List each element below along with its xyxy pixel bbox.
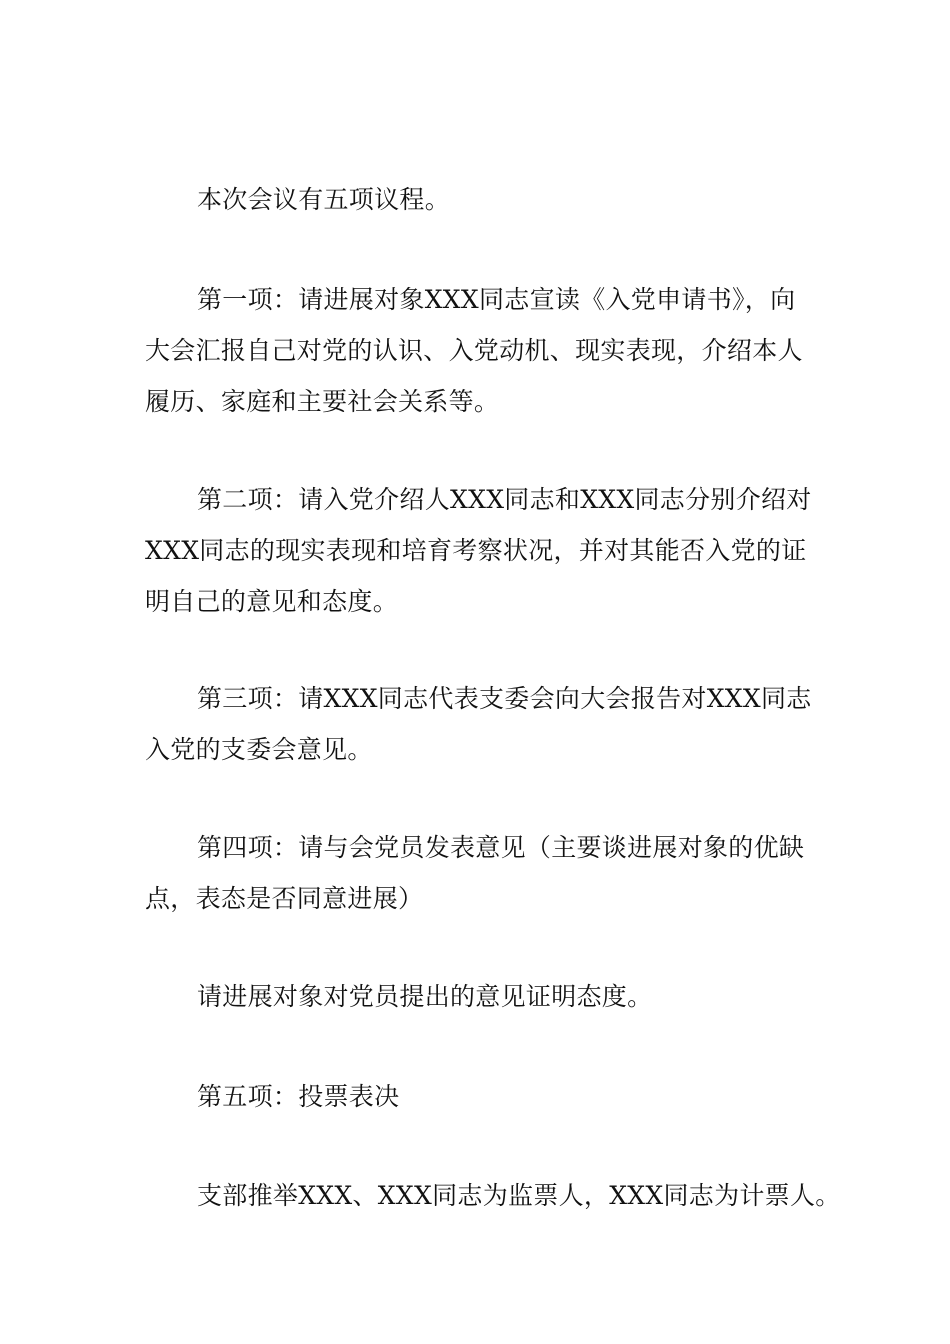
agenda-item-1-paragraph: 第一项：请进展对象XXX同志宣读《入党申请书》，向大会汇报自己对党的认识、入党动机、现实表现，介绍本人履历、家庭和主要社会关系等。 [145, 285, 803, 416]
agenda-item-3-paragraph: 第三项：请XXX同志代表支委会向大会报告对XXX同志入党的支委会意见。 [145, 684, 812, 764]
agenda-item-5-paragraph: 第五项：投票表决 [197, 1082, 400, 1111]
agenda-item-2-paragraph: 第二项：请入党介绍人XXX同志和XXX同志分别介绍对XXX同志的现实表现和培育考察状况，并对其能否入党的证明自己的意见和态度。 [145, 485, 812, 616]
agenda-item-4-paragraph: 第四项：请与会党员发表意见（主要谈进展对象的优缺点，表态是否同意进展） [145, 833, 805, 913]
tellers-paragraph: 支部推举XXX、XXX同志为监票人，XXX同志为计票人。 [197, 1181, 841, 1210]
response-paragraph: 请进展对象对党员提出的意见证明态度。 [197, 982, 653, 1011]
agenda-intro-paragraph: 本次会议有五项议程。 [197, 185, 451, 214]
